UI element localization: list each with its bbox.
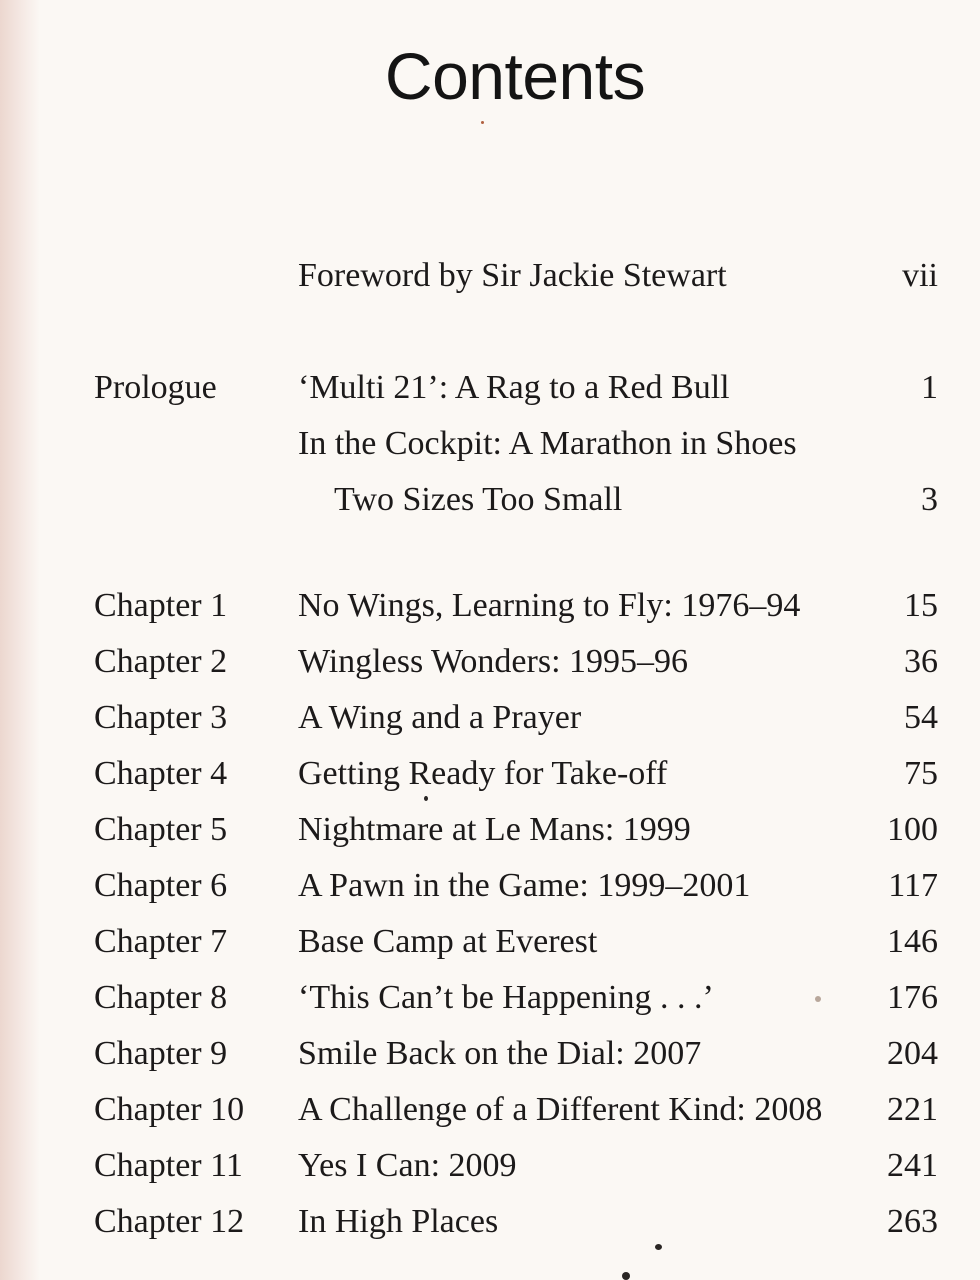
ink-speck bbox=[655, 1244, 662, 1250]
chapter-row bbox=[0, 970, 980, 1026]
chapter-page: 36 bbox=[904, 643, 938, 680]
chapter-label: Chapter 4 bbox=[94, 755, 228, 792]
chapter-label: Chapter 9 bbox=[94, 1035, 228, 1072]
chapter-label: Chapter 1 bbox=[94, 587, 228, 624]
prologue-entry-page: 3 bbox=[921, 481, 938, 518]
chapter-row bbox=[0, 634, 980, 690]
chapter-row bbox=[0, 1082, 980, 1138]
chapter-page: 204 bbox=[887, 1035, 938, 1072]
chapter-label: Chapter 11 bbox=[94, 1147, 243, 1184]
chapter-title: ‘This Can’t be Happening . . .’ bbox=[298, 979, 714, 1016]
foreword-row bbox=[0, 248, 980, 304]
chapter-label: Chapter 2 bbox=[94, 643, 228, 680]
foreword-title: Foreword by Sir Jackie Stewart bbox=[298, 257, 727, 294]
chapter-label: Chapter 3 bbox=[94, 699, 228, 736]
chapter-title: Yes I Can: 2009 bbox=[298, 1147, 517, 1184]
ink-speck bbox=[424, 796, 428, 801]
prologue-entry-page: 1 bbox=[921, 369, 938, 406]
chapter-title: No Wings, Learning to Fly: 1976–94 bbox=[298, 587, 801, 624]
chapter-title: In High Places bbox=[298, 1203, 499, 1240]
prologue-entry-title: ‘Multi 21’: A Rag to a Red Bull bbox=[298, 369, 730, 406]
prologue-row bbox=[0, 360, 980, 416]
chapter-row bbox=[0, 746, 980, 802]
chapter-label: Chapter 6 bbox=[94, 867, 228, 904]
chapter-page: 241 bbox=[887, 1147, 938, 1184]
chapter-label: Chapter 8 bbox=[94, 979, 228, 1016]
chapter-row bbox=[0, 1138, 980, 1194]
chapter-label: Chapter 5 bbox=[94, 811, 228, 848]
chapter-row bbox=[0, 1194, 980, 1250]
prologue-row bbox=[0, 472, 980, 528]
ink-speck bbox=[622, 1272, 630, 1280]
chapter-row bbox=[0, 802, 980, 858]
foreword-page: vii bbox=[902, 257, 938, 294]
ink-speck bbox=[815, 996, 821, 1002]
chapter-title: A Challenge of a Different Kind: 2008 bbox=[298, 1091, 823, 1128]
chapter-row bbox=[0, 858, 980, 914]
chapter-row bbox=[0, 578, 980, 634]
chapter-page: 100 bbox=[887, 811, 938, 848]
chapter-label: Chapter 7 bbox=[94, 923, 228, 960]
chapter-title: A Wing and a Prayer bbox=[298, 699, 582, 736]
prologue-row bbox=[0, 416, 980, 472]
prologue-entry-title: Two Sizes Too Small bbox=[334, 481, 623, 518]
chapter-page: 117 bbox=[888, 867, 938, 904]
chapter-page: 146 bbox=[887, 923, 938, 960]
chapter-page: 221 bbox=[887, 1091, 938, 1128]
page-title: Contents bbox=[384, 39, 646, 113]
chapter-page: 15 bbox=[904, 587, 938, 624]
chapter-title: Smile Back on the Dial: 2007 bbox=[298, 1035, 702, 1072]
chapter-page: 176 bbox=[887, 979, 938, 1016]
chapter-row bbox=[0, 690, 980, 746]
prologue-entry-title: In the Cockpit: A Marathon in Shoes bbox=[298, 425, 797, 462]
chapter-label: Chapter 12 bbox=[94, 1203, 245, 1240]
chapter-title: Nightmare at Le Mans: 1999 bbox=[298, 811, 691, 848]
chapter-title: A Pawn in the Game: 1999–2001 bbox=[298, 867, 751, 904]
chapter-page: 263 bbox=[887, 1203, 938, 1240]
chapter-page: 75 bbox=[904, 755, 938, 792]
ink-speck bbox=[481, 121, 484, 124]
chapter-title: Base Camp at Everest bbox=[298, 923, 598, 960]
chapter-label: Chapter 10 bbox=[94, 1091, 245, 1128]
prologue-label: Prologue bbox=[94, 369, 217, 406]
chapter-title: Getting Ready for Take-off bbox=[298, 755, 668, 792]
chapter-row bbox=[0, 1026, 980, 1082]
chapter-title: Wingless Wonders: 1995–96 bbox=[298, 643, 689, 680]
chapter-row bbox=[0, 914, 980, 970]
chapter-page: 54 bbox=[904, 699, 938, 736]
